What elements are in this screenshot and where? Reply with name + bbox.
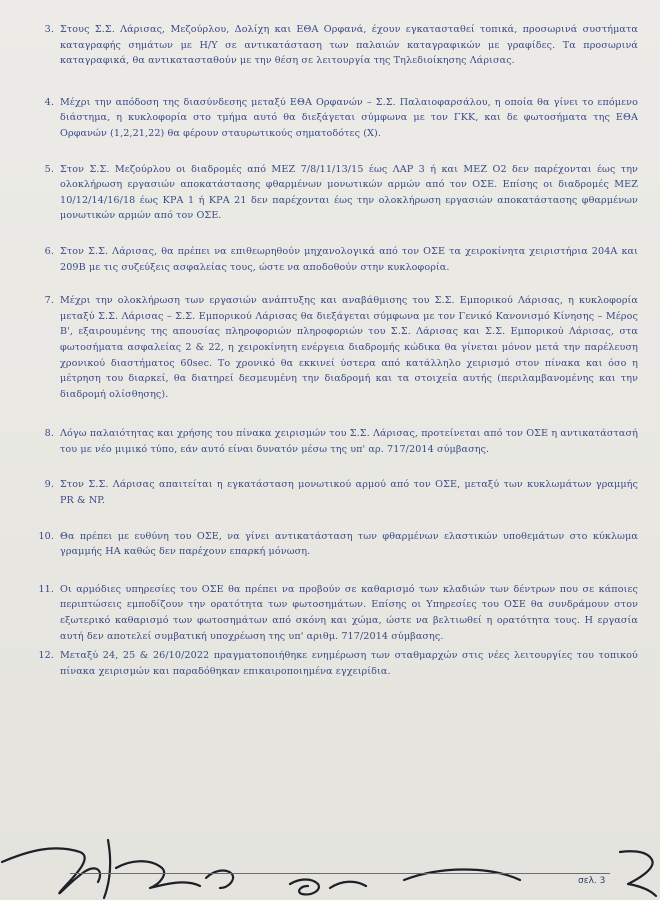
item-number: 9.: [44, 479, 54, 491]
item-text: Στον Σ.Σ. Λάρισας απαιτείται η εγκατάσταση μονωτικού αρμού από τον ΟΣΕ, μεταξύ των κυκλωμάτων γραμμής PR & NP.: [60, 479, 638, 507]
list-item: [28, 244, 638, 275]
item-number: 10.: [38, 530, 54, 542]
item-text: Λόγω παλαιότητας και χρήσης του πίνακα χειρισμών του Σ.Σ. Λάρισας, προτείνεται από τον ΟΣΕ η αντικατάστασή του με νέο μιμικό τύπο, εάν αυτό είναι δυνατόν μέσω της υπ' αρ. 717/2014 σύμβασης.: [60, 428, 638, 455]
list-item: [28, 22, 638, 69]
item-text: Στον Σ.Σ. Μεζούρλου οι διαδρομές από ΜΕΖ 7/8/11/13/15 έως ΛΑΡ 3 ή και ΜΕΖ Ο2 δεν παρέχονται έως την ολοκλήρωση εργασιών αποκατάστασης φθαρμένων μονωτικών αρμών από τον ΟΣΕ. Επίσης οι διαδρομές ΜΕΖ 10/12/14/16/18 έως ΚΡΑ 1 ή ΚΡΑ 21 δεν παρέχονται έως την ολοκλήρωση εργασιών αποκατάστασης φθαρμένων μονωτικών αρμών από τον ΟΣΕ.: [60, 163, 638, 222]
handwritten-signatures-icon: [0, 822, 660, 900]
list-item: [28, 582, 638, 644]
item-text: Μέχρι την απόδοση της διασύνδεσης μεταξύ ΕΘΑ Ορφανών – Σ.Σ. Παλαιοφαρσάλου, η οποία θα γίνει το επόμενο διάστημα, η κυκλοφορία στο τμήμα αυτό θα διεξάγεται σύμφωνα με τον ΓΚΚ, και δε φωτοσήματα της ΕΘΑ Ορφανών (1,2,21,22) θα φέρουν σταυρωτικούς σηματοδότες (Χ).: [60, 96, 638, 139]
list-item: [28, 529, 638, 560]
list-item: [28, 477, 638, 508]
list-item: [28, 162, 638, 224]
item-number: 8.: [44, 428, 54, 440]
item-text: Στον Σ.Σ. Λάρισας, θα πρέπει να επιθεωρηθούν μηχανολογικά από τον ΟΣΕ τα χειροκίνητα χειριστήρια 204Α και 209Β με τις συζεύξεις ασφαλείας τους, ώστε να αποδοθούν στην κυκλοφορία.: [60, 245, 638, 273]
item-text: Οι αρμόδιες υπηρεσίες του ΟΣΕ θα πρέπει να προβούν σε καθαρισμό των κλαδιών των δέντρων που σε κάποιες περιπτώσεις εμποδίζουν την ορατότητα των φωτοσημάτων. Επίσης οι Υπηρεσίες του ΟΣΕ θα συνδράμουν στον εξωτερικό καθαρισμό των φωτοσημάτων από σκόνη και χώμα, ώστε να βελτιωθεί η ορατότητα τους. Η εργασία αυτή δεν αποτελεί συμβατική υποχρέωση της υπ' αριθμ. 717/2014 σύμβασης.: [60, 583, 638, 642]
item-number: 11.: [38, 583, 54, 595]
item-number: 4.: [44, 96, 54, 108]
item-text: Μεταξύ 24, 25 & 26/10/2022 πραγματοποιήθηκε ενημέρωση των σταθμαρχών στις νέες λειτουργίες του τοπικού πίνακα χειρισμών και παραδόθηκαν επικαιροποιημένα εγχειρίδια.: [60, 650, 638, 677]
list-item: [28, 426, 638, 457]
footer-divider: [70, 873, 610, 874]
page-number: σελ. 3: [578, 876, 606, 886]
item-number: 12.: [38, 650, 54, 662]
list-item: [28, 95, 638, 142]
item-number: 5.: [44, 163, 54, 175]
item-text: Στους Σ.Σ. Λάρισας, Μεζούρλου, Δολίχη και ΕΘΑ Ορφανά, έχουν εγκατασταθεί τοπικά, προσωρινά συστήματα καταγραφής σημάτων με Η/Υ σε αντικατάσταση των παλαιών καταγραφικών με γραφίδες. Τα προσωρινά καταγραφικά, θα αντικατασταθούν με την θέση σε λειτουργία της Τηλεδιοίκησης Λάρισας.: [60, 24, 638, 67]
list-item: [28, 293, 638, 402]
item-number: 7.: [44, 295, 54, 307]
item-number: 3.: [44, 24, 54, 35]
numbered-list: [28, 22, 638, 679]
list-item: [28, 648, 638, 679]
item-number: 6.: [44, 245, 54, 257]
item-text: Θα πρέπει με ευθύνη του ΟΣΕ, να γίνει αντικατάσταση των φθαρμένων ελαστικών υποθεμάτων στο κύκλωμα γραμμής ΗΑ καθώς δεν παρέχουν επαρκή μόνωση.: [60, 530, 638, 558]
item-text: Μέχρι την ολοκλήρωση των εργασιών ανάπτυξης και αναβάθμισης του Σ.Σ. Εμπορικού Λάρισας, η κυκλοφορία μεταξύ Σ.Σ. Λάρισας – Σ.Σ. Εμπορικού Λάρισας θα διεξάγεται σύμφωνα με τον Γενικό Κανονισμό Κίνησης – Μέρος Β', εξαιρουμένης της απουσίας πληροφοριών πληροφοριών του Σ.Σ. Λάρισας και Σ.Σ. Εμπορικού Λάρισας, στα φωτοσήματα ασφαλείας 2 & 22, η χειροκίνητη ενέργεια διαδρομής κώδικα θα γίνεται μόνον μετά την παρέλευση χρονικού διαστήματος 60sec. Το χρονικό θα εκκινεί ύστερα από κατάλληλο χειρισμό στον πίνακα και όσο η μέτρηση του διαρκεί, θα διατηρεί δεσμευμένη την διαδρομή και τα στοιχεία αυτής (περιλαμβανομένης και την διαδρομή ολίσθησης).: [60, 295, 638, 400]
